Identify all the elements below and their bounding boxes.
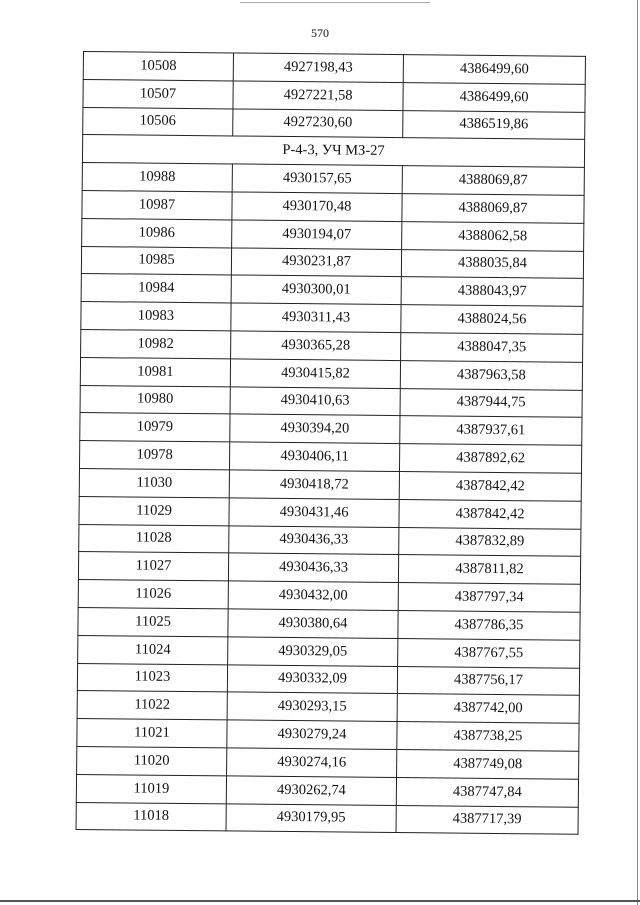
y-coordinate-cell: 4387717,39 [396, 805, 578, 835]
point-number-cell: 11030 [79, 468, 229, 497]
point-number-cell: 10507 [83, 79, 233, 108]
scan-edge-top [240, 2, 430, 3]
page-number: 570 [311, 26, 329, 40]
scan-edge-right [637, 0, 638, 905]
x-coordinate-cell: 4930436,33 [228, 553, 398, 582]
y-coordinate-cell: 4387738,25 [397, 722, 579, 752]
point-number-cell: 11027 [78, 552, 228, 581]
y-coordinate-cell: 4388062,58 [402, 221, 584, 251]
y-coordinate-cell: 4388043,97 [401, 277, 583, 307]
table-row [76, 802, 578, 835]
point-number-cell: 11026 [78, 580, 228, 609]
y-coordinate-cell: 4387963,58 [400, 360, 582, 390]
y-coordinate-cell: 4387767,55 [398, 638, 580, 668]
x-coordinate-cell: 4930311,43 [231, 303, 401, 332]
point-number-cell: 10987 [82, 190, 232, 219]
point-number-cell: 11018 [76, 802, 226, 831]
x-coordinate-cell: 4930170,48 [232, 192, 402, 221]
x-coordinate-cell: 4930394,20 [230, 414, 400, 443]
point-number-cell: 10985 [81, 246, 231, 275]
x-coordinate-cell: 4930418,72 [229, 470, 399, 499]
y-coordinate-cell: 4387797,34 [398, 583, 580, 613]
x-coordinate-cell: 4930262,74 [226, 776, 396, 805]
x-coordinate-cell: 4930406,11 [229, 442, 399, 471]
y-coordinate-cell: 4387811,82 [398, 555, 580, 585]
point-number-cell: 10982 [81, 329, 231, 358]
x-coordinate-cell: 4930436,33 [229, 525, 399, 554]
x-coordinate-cell: 4930329,05 [228, 637, 398, 666]
y-coordinate-cell: 4387832,89 [399, 527, 581, 557]
y-coordinate-cell: 4388024,56 [401, 305, 583, 335]
x-coordinate-cell: 4930332,09 [227, 664, 397, 693]
point-number-cell: 10988 [82, 163, 232, 192]
x-coordinate-cell: 4930410,63 [230, 386, 400, 415]
x-coordinate-cell: 4927230,60 [233, 109, 403, 138]
point-number-cell: 11019 [76, 774, 226, 803]
x-coordinate-cell: 4930179,95 [226, 803, 396, 832]
y-coordinate-cell: 4387892,62 [399, 444, 581, 474]
point-number-cell: 10980 [80, 385, 230, 414]
x-coordinate-cell: 4930279,24 [227, 720, 397, 749]
x-coordinate-cell: 4930157,65 [232, 164, 402, 193]
point-number-cell: 11022 [77, 691, 227, 720]
x-coordinate-cell: 4930194,07 [232, 220, 402, 249]
point-number-cell: 11025 [78, 607, 228, 636]
table-body-top [83, 52, 586, 140]
y-coordinate-cell: 4388047,35 [401, 333, 583, 363]
point-number-cell: 10981 [80, 357, 230, 386]
y-coordinate-cell: 4387842,42 [399, 472, 581, 502]
y-coordinate-cell: 4386499,60 [403, 55, 585, 85]
y-coordinate-cell: 4387944,75 [400, 388, 582, 418]
x-coordinate-cell: 4930365,28 [231, 331, 401, 360]
x-coordinate-cell: 4930293,15 [227, 692, 397, 721]
point-number-cell: 11023 [77, 663, 227, 692]
y-coordinate-cell: 4387756,17 [397, 666, 579, 696]
x-coordinate-cell: 4930415,82 [230, 359, 400, 388]
point-number-cell: 11024 [78, 635, 228, 664]
point-number-cell: 10508 [83, 52, 233, 81]
table-body-main [76, 163, 584, 835]
y-coordinate-cell: 4386519,86 [403, 110, 585, 140]
y-coordinate-cell: 4388069,87 [402, 194, 584, 224]
y-coordinate-cell: 4387842,42 [399, 499, 581, 529]
x-coordinate-cell: 4927198,43 [233, 53, 403, 82]
y-coordinate-cell: 4387786,35 [398, 610, 580, 640]
y-coordinate-cell: 4388069,87 [402, 166, 584, 196]
point-number-cell: 11029 [79, 496, 229, 525]
point-number-cell: 11028 [79, 524, 229, 553]
point-number-cell: 10978 [79, 441, 229, 470]
y-coordinate-cell: 4387747,84 [396, 777, 578, 807]
point-number-cell: 10984 [81, 274, 231, 303]
y-coordinate-cell: 4388035,84 [401, 249, 583, 279]
y-coordinate-cell: 4387937,61 [400, 416, 582, 446]
y-coordinate-cell: 4386499,60 [403, 82, 585, 112]
x-coordinate-cell: 4930380,64 [228, 609, 398, 638]
scan-edge-bottom [0, 900, 640, 902]
section-title: Р-4-3, УЧ МЗ-27 [82, 135, 584, 168]
x-coordinate-cell: 4930431,46 [229, 498, 399, 527]
point-number-cell: 10986 [82, 218, 232, 247]
point-number-cell: 11021 [77, 719, 227, 748]
y-coordinate-cell: 4387749,08 [397, 749, 579, 779]
x-coordinate-cell: 4927221,58 [233, 81, 403, 110]
x-coordinate-cell: 4930432,00 [228, 581, 398, 610]
x-coordinate-cell: 4930231,87 [231, 248, 401, 277]
coordinates-table [76, 51, 586, 835]
y-coordinate-cell: 4387742,00 [397, 694, 579, 724]
point-number-cell: 10983 [81, 302, 231, 331]
x-coordinate-cell: 4930300,01 [231, 275, 401, 304]
point-number-cell: 10506 [83, 107, 233, 136]
x-coordinate-cell: 4930274,16 [227, 748, 397, 777]
point-number-cell: 10979 [80, 413, 230, 442]
point-number-cell: 11020 [77, 746, 227, 775]
